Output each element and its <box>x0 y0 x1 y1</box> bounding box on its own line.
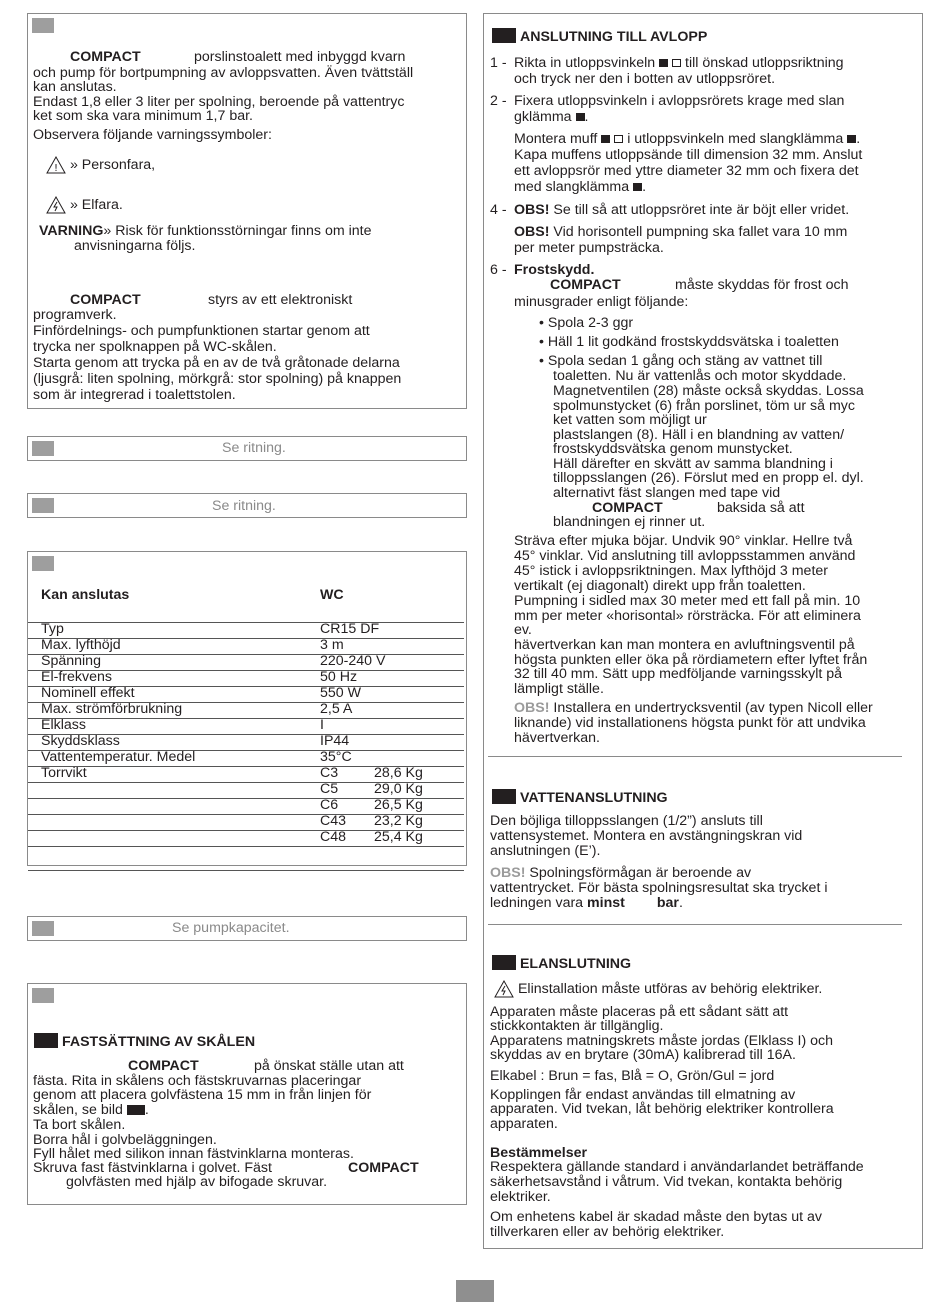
drain-line: minusgrader enligt följande: <box>514 294 689 310</box>
reference-box <box>27 493 467 518</box>
frost-bullet-line: alternativt fäst slangen med tape vid <box>553 485 781 501</box>
table-row-label: Vattentemperatur. Medel <box>41 749 196 765</box>
drain-tips: mm per meter «horisontal» rörsträcka. För att eliminera <box>514 608 861 624</box>
intro-line: som är integrerad i toalettstolen. <box>33 387 236 403</box>
table-row-weight: 29,0 Kg <box>374 781 423 797</box>
table-row-label: El-frekvens <box>41 669 112 685</box>
frost-bullet-line: spolmunstycket (6) från porslinet, töm ur så myc <box>553 398 855 414</box>
frost-heading: Frostskydd. <box>514 262 595 278</box>
right-column <box>483 13 923 1249</box>
frost-bullet-line: plastslangen (8). Häll i en blandning av vatten/ <box>553 427 845 443</box>
table-row-label: Spänning <box>41 653 101 669</box>
frost-bullet-line: Magnetventilen (28) måste också skyddas. Lossa <box>553 383 864 399</box>
drain-tips: 45° vinklar. Vid anslutning till avloppsstammen använd <box>514 548 856 564</box>
table-rule <box>28 870 464 871</box>
drain-line: Kapa muffens utloppsände till dimension 32 mm. Anslut <box>514 147 863 163</box>
table-row-label: Max. strömförbrukning <box>41 701 183 717</box>
see-drawing-text: Se ritning. <box>212 498 276 514</box>
intro-line: Finfördelnings- och pumpfunktionen startar genom att <box>33 323 370 339</box>
step-number: 6 - <box>490 262 507 278</box>
water-line: anslutningen (E’). <box>490 843 601 859</box>
drain-obs: liknande) vid installationens högsta punkt för att undvika <box>514 715 866 731</box>
electric-line: Kopplingen får endast användas till elmatning av <box>490 1087 796 1103</box>
ref-filled-icon <box>576 113 585 121</box>
intro-line: kan anslutas. <box>33 79 117 95</box>
frost-bullet: • Häll 1 lit godkänd frostskyddsvätska i toaletten <box>539 334 839 350</box>
see-drawing-text: Se ritning. <box>222 440 286 456</box>
warning-triangle-icon <box>46 156 66 174</box>
person-hazard-row <box>46 156 155 174</box>
drain-line: Montera muff i utloppsvinkeln med slangklämma . <box>514 131 861 147</box>
electric-heading: ELANSLUTNING <box>492 955 631 973</box>
electric-line: elektriker. <box>490 1189 551 1205</box>
electric-line: Apparaten måste placeras på ett sådant sätt att <box>490 1004 789 1020</box>
mounting-line: Borra hål i golvbeläggningen. <box>33 1132 217 1148</box>
section-marker <box>492 28 516 43</box>
intro-section <box>27 13 467 409</box>
warning-line: anvisningarna följs. <box>74 238 196 254</box>
mounting-line: skålen, se bild . <box>33 1102 149 1118</box>
frost-bullet: • Spola sedan 1 gång och stäng av vattnet till <box>539 353 823 369</box>
ref-filled-icon <box>847 135 856 143</box>
drain-tips: högsta punkten eller öka på rördiametern efter lyftet från <box>514 652 868 668</box>
drain-line: OBS! Se till så att utloppsröret inte är böjt eller vridet. <box>514 202 850 218</box>
intro-line: Starta genom att trycka på en av de två gråtonade delarna <box>33 355 400 371</box>
drain-obs: OBS! Installera en undertrycksventil (av typen Nicoll eller <box>514 700 873 716</box>
mounting-line: Ta bort skålen. <box>33 1117 126 1133</box>
electric-line: Elkabel : Brun = fas, Blå = O, Grön/Gul = jord <box>490 1068 775 1084</box>
table-row-label: Typ <box>41 621 64 637</box>
reference-box <box>27 436 467 461</box>
svg-text:!: ! <box>53 163 59 174</box>
drain-tips: 32 till 40 mm. Sätt upp medföljande varningsskylt på <box>514 666 843 682</box>
drain-tips: lämpligt ställe. <box>514 681 604 697</box>
table-row-value: C48 <box>320 829 347 845</box>
mounting-line: Skruva fast fästvinklarna i golvet. Fäst <box>33 1160 272 1176</box>
drain-line: med slangklämma . <box>514 179 647 195</box>
regulations-heading: Bestämmelser <box>490 1145 588 1161</box>
spec-table-section <box>27 551 467 866</box>
table-row-label: Torrvikt <box>41 765 87 781</box>
brand-name: COMPACT <box>128 1058 199 1074</box>
drain-line: Fixera utloppsvinkeln i avloppsrörets krage med slan <box>514 93 845 109</box>
ref-open-icon <box>614 135 623 143</box>
drain-tips: Pumpning i sidled max 30 meter med ett fall på min. 10 <box>514 593 861 609</box>
section-marker <box>492 789 516 804</box>
table-rule <box>28 622 464 623</box>
section-tab <box>32 441 54 456</box>
table-row-label: Nominell effekt <box>41 685 135 701</box>
water-line: ledningen vara minst bar. <box>490 895 683 911</box>
frost-bullet-line: ket vatten som möjligt ur <box>553 412 707 428</box>
step-number: 2 - <box>490 93 507 109</box>
drain-line: måste skyddas för frost och <box>675 277 849 293</box>
brand-name: COMPACT <box>70 49 141 65</box>
drain-obs: hävertverkan. <box>514 730 600 746</box>
ref-filled-icon <box>601 135 610 143</box>
table-row-value: C3 <box>320 765 339 781</box>
water-line: Den böjliga tilloppsslangen (1/2”) ansluts till <box>490 813 763 829</box>
table-row-label: Max. lyfthöjd <box>41 637 121 653</box>
table-row-value: 50 Hz <box>320 669 358 685</box>
table-row-value: IP44 <box>320 733 350 749</box>
table-header-label: Kan anslutas <box>41 587 130 603</box>
electric-hazard-icon <box>46 196 66 214</box>
table-row-weight: 28,6 Kg <box>374 765 423 781</box>
person-hazard-label: » Personfara, <box>69 157 156 173</box>
mounting-line: golvfästen med hjälp av bifogade skruvar. <box>66 1174 328 1190</box>
drain-line: per meter pumpsträcka. <box>514 240 664 256</box>
electric-line: apparaten. Vid tvekan, låt behörig elektriker kontrollera <box>490 1101 834 1117</box>
intro-line: programverk. <box>33 307 117 323</box>
intro-line: och pump för bortpumpning av avloppsvatten. Även tvättställ <box>33 65 414 81</box>
drain-tips: ev. <box>514 622 532 638</box>
see-pump-capacity-text: Se pumpkapacitet. <box>172 920 290 936</box>
table-row-weight: 23,2 Kg <box>374 813 423 829</box>
section-tab <box>32 498 54 513</box>
section-tab <box>32 921 54 936</box>
reference-box <box>27 916 467 941</box>
table-row-value: C6 <box>320 797 339 813</box>
intro-line: styrs av ett elektroniskt <box>208 292 353 308</box>
brand-name: COMPACT <box>550 277 621 293</box>
electric-hazard-icon <box>494 980 514 998</box>
frost-bullet: • Spola 2-3 ggr <box>539 315 634 331</box>
table-rule <box>28 718 464 719</box>
drain-line: gklämma . <box>514 109 589 125</box>
drain-line: ett avloppsrör med yttre diameter 32 mm och fixera det <box>514 163 859 179</box>
drain-tips: Sträva efter mjuka böjar. Undvik 90° vinklar. Hellre två <box>514 533 853 549</box>
mounting-line: fästa. Rita in skålens och fästskruvarnas placeringar <box>33 1073 362 1089</box>
table-rule <box>28 846 464 847</box>
intro-line: (ljusgrå: liten spolning, mörkgrå: stor spolning) på knappen <box>33 371 402 387</box>
water-line: vattentrycket. För bästa spolningsresultat ska trycket i <box>490 880 828 896</box>
intro-line: ket som ska vara minimum 1,7 bar. <box>33 108 253 124</box>
table-row-value: 220-240 V <box>320 653 386 669</box>
table-row-label: Elklass <box>41 717 86 733</box>
mounting-section <box>27 983 467 1205</box>
section-tab <box>32 988 54 1003</box>
table-row-value: C43 <box>320 813 347 829</box>
step-number: 1 - <box>490 55 507 71</box>
drain-tips: hävertverkan kan man montera en avluftningsventil på <box>514 637 855 653</box>
table-row-value: 3 m <box>320 637 344 653</box>
frost-bullet-line: blandningen ej rinner ut. <box>553 514 706 530</box>
electric-line: skyddas av en brytare (30mA) kalibrerad till 16A. <box>490 1047 796 1063</box>
table-row-value: C5 <box>320 781 339 797</box>
intro-line: Observera följande varningssymboler: <box>33 127 272 143</box>
table-row-value: 35°C <box>320 749 352 765</box>
ref-open-icon <box>672 59 681 67</box>
drain-step-1: Rikta in utloppsvinkeln till önskad utloppsriktning <box>514 55 844 71</box>
electric-line: Apparatens matningskrets måste jordas (Elklass I) och <box>490 1033 834 1049</box>
electric-line: stickkontakten är tillgänglig. <box>490 1018 664 1034</box>
brand-name: COMPACT <box>70 292 141 308</box>
drain-tips: 45° istick i avloppsriktningen. Max lyfthöjd 3 meter <box>514 563 828 579</box>
divider <box>488 756 902 757</box>
drain-tips: vertikalt (ej diagonalt) direkt upp från toaletten. <box>514 578 806 594</box>
frost-bullet-line: tilloppsslangen (26). Förslut med en propp el. dyl. <box>553 470 864 486</box>
frost-bullet-line: Häll därefter en skvätt av samma blandning i <box>553 456 833 472</box>
mounting-line: genom att placera golvfästena 15 mm in från linjen för <box>33 1087 372 1103</box>
section-marker <box>492 955 516 970</box>
mounting-line: Fyll hålet med silikon innan fästvinklarna monteras. <box>33 1146 354 1162</box>
electric-line: säkerhetsavstånd i våtrum. Vid tvekan, kontakta behörig <box>490 1174 843 1190</box>
table-row-value: 550 W <box>320 685 362 701</box>
step-number: 4 - <box>490 202 507 218</box>
table-row-label: Skyddsklass <box>41 733 120 749</box>
electric-line: Om enhetens kabel är skadad måste den bytas ut av <box>490 1209 823 1225</box>
table-row-value: CR15 DF <box>320 621 380 637</box>
mounting-heading: FASTSÄTTNING AV SKÅLEN <box>34 1033 255 1051</box>
intro-line: trycka ner spolknappen på WC-skålen. <box>33 339 277 355</box>
table-row-weight: 25,4 Kg <box>374 829 423 845</box>
figure-ref-icon <box>127 1105 145 1115</box>
divider <box>488 924 902 925</box>
electric-hazard-row <box>46 196 123 214</box>
drain-heading: ANSLUTNING TILL AVLOPP <box>492 28 707 46</box>
electric-line: apparaten. <box>490 1116 558 1132</box>
frost-bullet-line: baksida så att <box>717 500 805 516</box>
brand-name: COMPACT <box>592 500 663 516</box>
electric-hazard-label: » Elfara. <box>69 197 123 213</box>
drain-line: och tryck ner den i botten av utloppsröret. <box>514 71 776 87</box>
brand-name: COMPACT <box>348 1160 419 1176</box>
frost-bullet-line: toaletten. Nu är vattenlås och motor skyddade. <box>553 368 847 384</box>
ref-filled-icon <box>659 59 668 67</box>
page-number-marker <box>456 1280 494 1302</box>
table-row-value: 2,5 A <box>320 701 353 717</box>
frost-bullet-line: frostskyddsvätska genom munstycket. <box>553 441 793 457</box>
water-heading: VATTENANSLUTNING <box>492 789 668 807</box>
section-marker <box>34 1033 58 1048</box>
table-row-weight: 26,5 Kg <box>374 797 423 813</box>
table-row-value: I <box>320 717 324 733</box>
drain-line: OBS! Vid horisontell pumpning ska fallet vara 10 mm <box>514 224 848 240</box>
warning-line: VARNING» Risk för funktionsstörningar finns om inte <box>39 223 372 239</box>
electric-warning: Elinstallation måste utföras av behörig elektriker. <box>494 980 822 998</box>
table-header-value: WC <box>320 587 344 603</box>
water-line: OBS! Spolningsförmågan är beroende av <box>490 865 752 881</box>
intro-line: porslinstoalett med inbyggd kvarn <box>194 49 406 65</box>
intro-line: Endast 1,8 eller 3 liter per spolning, beroende på vattentryc <box>33 94 405 110</box>
mounting-line: på önskat ställe utan att <box>254 1058 404 1074</box>
electric-line: tillverkaren eller av behörig elektriker. <box>490 1224 725 1240</box>
water-line: vattensystemet. Montera en avstängningskran vid <box>490 828 803 844</box>
section-tab <box>32 18 54 33</box>
electric-line: Respektera gällande standard i användarlandet beträffande <box>490 1159 864 1175</box>
ref-filled-icon <box>633 183 642 191</box>
spec-table <box>28 552 464 862</box>
